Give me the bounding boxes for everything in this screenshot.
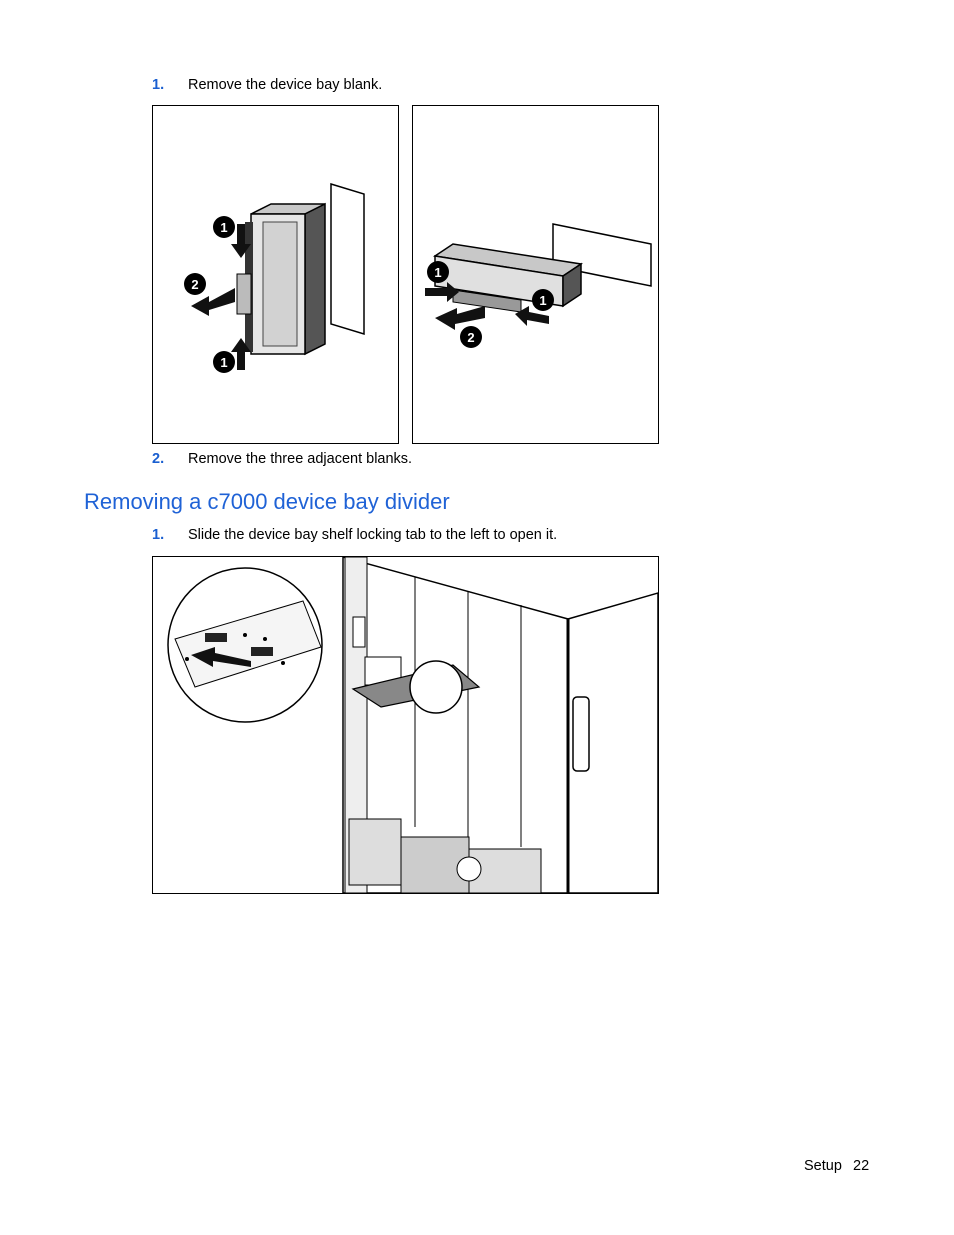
callout-1-top bbox=[213, 216, 235, 238]
footer-page-number: 22 bbox=[853, 1158, 870, 1174]
callout-1-bottom bbox=[213, 351, 235, 373]
figure-blank-removal-right bbox=[412, 105, 659, 444]
step-text: Slide the device bay shelf locking tab to the left to open it. bbox=[188, 527, 558, 543]
svg-text:2: 2 bbox=[191, 277, 199, 292]
svg-text:1: 1 bbox=[434, 265, 442, 280]
svg-text:1: 1 bbox=[220, 355, 228, 370]
callout-2 bbox=[460, 326, 482, 348]
footer-section: Setup bbox=[804, 1158, 842, 1174]
step-number: 2. bbox=[152, 451, 165, 467]
step-text: Remove the three adjacent blanks. bbox=[188, 451, 413, 467]
svg-text:1: 1 bbox=[220, 220, 228, 235]
figure-enclosure-divider bbox=[152, 556, 659, 894]
svg-text:2: 2 bbox=[467, 330, 475, 345]
svg-text:1: 1 bbox=[539, 293, 547, 308]
callout-1-left bbox=[427, 261, 449, 283]
step-number: 1. bbox=[152, 77, 165, 93]
callout-2 bbox=[184, 273, 206, 295]
step-number: 1. bbox=[152, 527, 165, 543]
callout-1-right bbox=[532, 289, 554, 311]
figure-blank-removal-left bbox=[152, 105, 399, 444]
detail-inset bbox=[168, 568, 322, 722]
section-title: Removing a c7000 device bay divider bbox=[84, 489, 450, 514]
step-text: Remove the device bay blank. bbox=[188, 77, 383, 93]
